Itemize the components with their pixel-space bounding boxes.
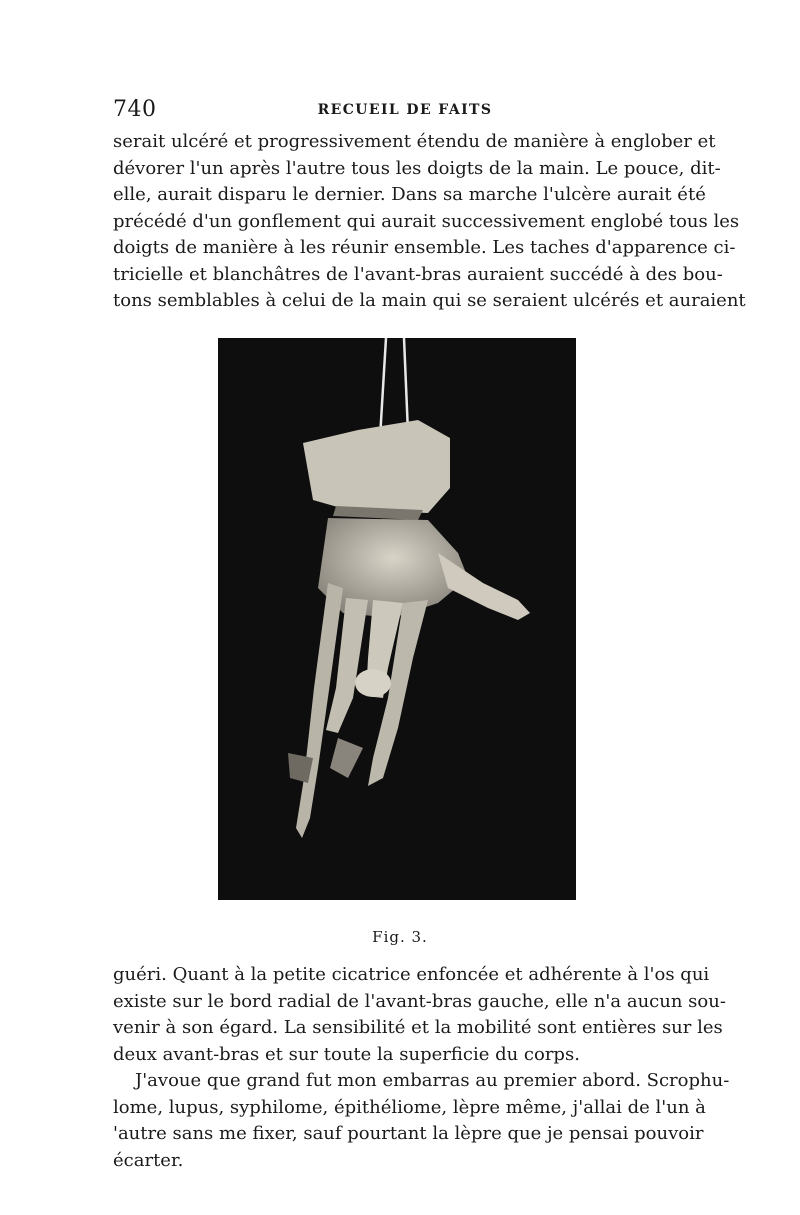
paragraph-last [113,1068,730,1174]
text-line: existe sur le bord radial de l'avant-bras gauche, elle n'a aucun sou- [113,990,726,1012]
figure-photo [218,338,576,900]
text-line: tons semblables à celui de la main qui se seraient ulcérés et auraient [113,290,746,311]
page-number: 740 [113,97,157,122]
mummified-hand-photo [218,338,576,900]
text-line: serait ulcéré et progressivement étendu de manière à englober et [113,131,716,152]
text-line: écarter. [113,1149,184,1171]
text-line: tricielle et blanchâtres de l'avant-bras auraient succédé à des bou- [113,263,723,285]
text-line: deux avant-bras et sur toute la superficie du corps. [113,1043,580,1065]
figure-caption: Fig. 3. [372,928,428,946]
text-line: venir à son égard. La sensibilité et la mobilité sont entières sur les [113,1017,723,1038]
text-line: guéri. Quant à la petite cicatrice enfoncée et adhérente à l'os qui [113,964,710,985]
text-line: 'autre sans me fixer, sauf pourtant la lèpre que je pensai pouvoir [113,1123,704,1144]
text-line: dévorer l'un après l'autre tous les doigts de la main. Le pouce, dit- [113,157,721,179]
text-line: précédé d'un gonflement qui aurait successivement englobé tous les [113,210,740,232]
text-line: lome, lupus, syphilome, épithéliome, lèpre même, j'allai de l'un à [113,1096,706,1118]
paragraph-bottom [113,962,726,1068]
page-header [113,95,697,125]
text-line: J'avoue que grand fut mon embarras au premier abord. Scrophu- [135,1070,730,1091]
text-line: elle, aurait disparu le dernier. Dans sa marche l'ulcère aurait été [113,184,706,205]
running-head: RECUEIL DE FAITS [317,102,493,118]
paragraph-top [113,129,746,315]
text-line: doigts de manière à les réunir ensemble. Les taches d'apparence ci- [113,237,736,258]
